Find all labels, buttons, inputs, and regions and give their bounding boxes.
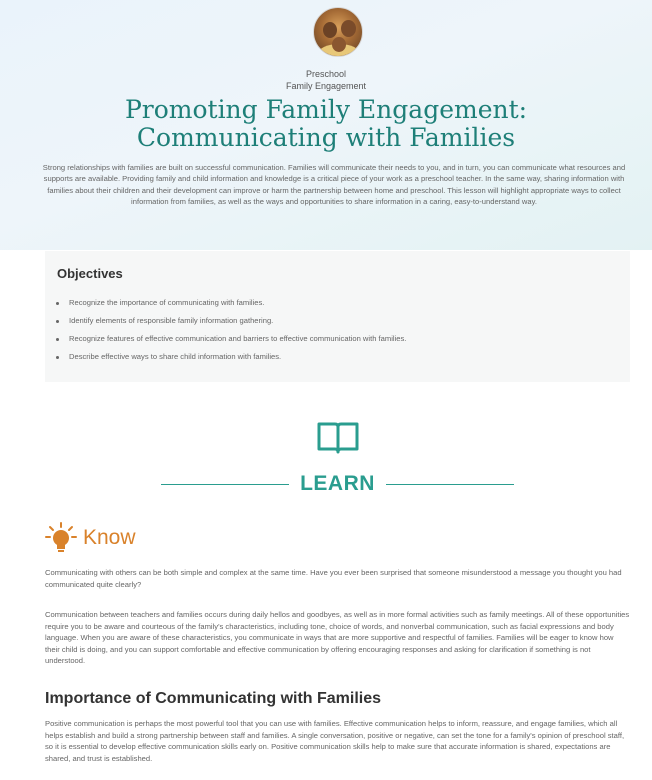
section-heading: Importance of Communicating with Families bbox=[45, 690, 382, 707]
objectives-heading: Objectives bbox=[57, 266, 123, 281]
page-title-line2: Communicating with Families bbox=[136, 123, 516, 152]
know-paragraph-2: Communication between teachers and families occurs during daily hellos and goodbyes, as well as in more formal activities such as family meetings. All of these opportunities require you to be aware and courteous of the family's characteristics, including tone, choice of words, and nonverbal communication, such as facial expressions and body language. When you are aware of these characteristics, you communicate in ways that are more supportive and respectful of families. Families will be eager to know how their child is doing, and you can support comfortable and effective communication by offering encouraging responses and asking for clarification if something is not understood. bbox=[45, 610, 630, 666]
objective-item: Describe effective ways to share child information with families. bbox=[69, 348, 406, 366]
subject-label: Preschool bbox=[305, 69, 347, 79]
learn-heading: LEARN bbox=[300, 472, 375, 495]
objective-item: Recognize the importance of communicating with families. bbox=[69, 294, 406, 312]
know-paragraph-1: Communicating with others can be both simple and complex at the same time. Have you ever been surprised that someone misunderstood a message you thought you had communicated quite clearly? bbox=[45, 568, 622, 589]
learn-divider-right bbox=[386, 484, 514, 485]
family-photo-avatar bbox=[313, 7, 363, 57]
objective-item: Identify elements of responsible family information gathering. bbox=[69, 312, 406, 330]
objectives-list bbox=[69, 294, 406, 366]
open-book-icon bbox=[317, 420, 359, 454]
page-title-line1: Promoting Family Engagement: bbox=[124, 95, 528, 124]
lesson-header bbox=[0, 0, 652, 250]
know-paragraph-3: Positive communication is perhaps the most powerful tool that you can use with families. Effective communication helps to inform, reassure, and engage families, which all helps establish and build a strong partnership between staff and families. A single conversation, positive or negative, can set the tone for a family's opinion of preschool staff, so it is essential to develop effective communication skills early on. Positive communication skills help to make sure that accurate information is shared, expectations are shared, and trust is established. bbox=[45, 719, 625, 763]
course-label: Family Engagement bbox=[285, 81, 367, 91]
objective-item: Recognize features of effective communication and barriers to effective communication with families. bbox=[69, 330, 406, 348]
learn-divider-left bbox=[161, 484, 289, 485]
objectives-box bbox=[45, 251, 630, 382]
know-heading: Know bbox=[83, 526, 136, 549]
intro-paragraph: Strong relationships with families are built on successful communication. Families will communicate their needs to you, and in turn, you can communicate what resources and supports are available. Providing family and child information and knowledge is a critical piece of your work as a preschool teacher. In the same way, sharing information with families about their children and their development can improve or harm the partnership between home and preschool. This lesson will highlight appropriate ways to collect information from families, as well as the ways and opportunities to share information in a caring, easy-to-understand way. bbox=[42, 163, 626, 207]
course-breadcrumb bbox=[0, 68, 652, 92]
lightbulb-icon bbox=[45, 522, 77, 554]
page-title bbox=[0, 96, 652, 152]
